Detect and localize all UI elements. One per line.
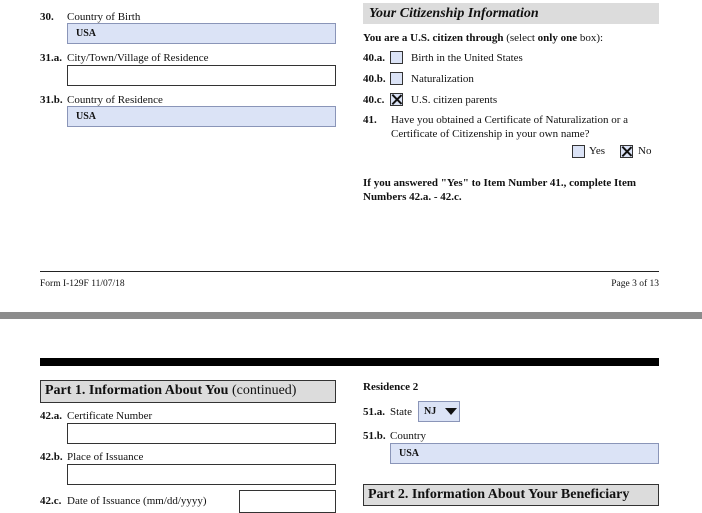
note-line-1: If you answered "Yes" to Item Number 41., complete Item <box>363 177 637 189</box>
q51a-label: State <box>390 406 412 418</box>
q41-number: 41. <box>363 114 377 126</box>
residence-2-title: Residence 2 <box>363 381 419 393</box>
country-of-birth-value: USA <box>76 28 97 39</box>
q31b-number: 31.b. <box>40 94 63 106</box>
footer-rule <box>40 271 659 272</box>
q40c-number: 40.c. <box>363 94 385 106</box>
q40a-label: Birth in the United States <box>411 52 523 64</box>
q51b-label: Country <box>390 430 427 442</box>
citizenship-section-title: Your Citizenship Information <box>363 3 659 24</box>
q42a-number: 42.a. <box>40 410 62 422</box>
q41-yes-checkbox[interactable] <box>572 145 585 158</box>
state-value: NJ <box>424 406 437 417</box>
citizen-parents-checkbox[interactable] <box>390 93 403 106</box>
q42b-number: 42.b. <box>40 451 63 463</box>
place-of-issuance-field[interactable] <box>67 464 336 485</box>
state-select[interactable] <box>418 401 460 422</box>
q41-no-checkbox[interactable] <box>620 145 633 158</box>
page-top-rule <box>40 358 659 366</box>
q30-number: 30. <box>40 11 54 23</box>
intro-pre: You are a U.S. citizen through <box>363 32 504 44</box>
q51b-number: 51.b. <box>363 430 386 442</box>
q40b-number: 40.b. <box>363 73 386 85</box>
q30-label: Country of Birth <box>67 11 141 23</box>
q40b-label: Naturalization <box>411 73 474 85</box>
intro-post: (select <box>506 32 535 44</box>
q41-line-2: Certificate of Citizenship in your own name? <box>391 128 590 140</box>
q51a-number: 51.a. <box>363 406 385 418</box>
part-1-continued: (continued) <box>231 383 297 398</box>
q31a-label: City/Town/Village of Residence <box>67 52 209 64</box>
form-id: Form I-129F 11/07/18 <box>40 279 125 289</box>
part-1-title: Part 1. Information About You <box>45 383 229 398</box>
residence-country-field[interactable] <box>390 443 659 464</box>
intro-bold: only one <box>537 32 578 44</box>
q42a-label: Certificate Number <box>67 410 153 422</box>
part-1-heading <box>40 380 336 403</box>
citizenship-intro <box>363 32 603 44</box>
q41-no-label: No <box>638 145 652 157</box>
q42c-label: Date of Issuance (mm/dd/yyyy) <box>67 495 207 507</box>
country-of-birth-field[interactable] <box>67 23 336 44</box>
q31a-number: 31.a. <box>40 52 62 64</box>
country-of-residence-field[interactable] <box>67 106 336 127</box>
q31b-label: Country of Residence <box>67 94 163 106</box>
country-of-residence-value: USA <box>76 111 97 122</box>
q40c-label: U.S. citizen parents <box>411 94 498 106</box>
chevron-down-icon[interactable] <box>445 408 457 415</box>
q41-line-1: Have you obtained a Certificate of Naturalization or a <box>391 114 629 126</box>
certificate-number-field[interactable] <box>67 423 336 444</box>
city-of-residence-field[interactable] <box>67 65 336 86</box>
page-number: Page 3 of 13 <box>611 279 659 289</box>
residence-country-value: USA <box>399 448 420 459</box>
q40a-number: 40.a. <box>363 52 385 64</box>
birth-in-us-checkbox[interactable] <box>390 51 403 64</box>
note-line-2: Numbers 42.a. - 42.c. <box>363 191 462 203</box>
q42c-number: 42.c. <box>40 495 62 507</box>
page-separator <box>0 312 702 319</box>
q41-yes-label: Yes <box>589 145 606 157</box>
part-2-heading: Part 2. Information About Your Beneficiary <box>363 484 659 506</box>
date-of-issuance-field[interactable] <box>239 490 336 513</box>
intro-end: box): <box>579 32 604 44</box>
q42b-label: Place of Issuance <box>67 451 144 463</box>
naturalization-checkbox[interactable] <box>390 72 403 85</box>
